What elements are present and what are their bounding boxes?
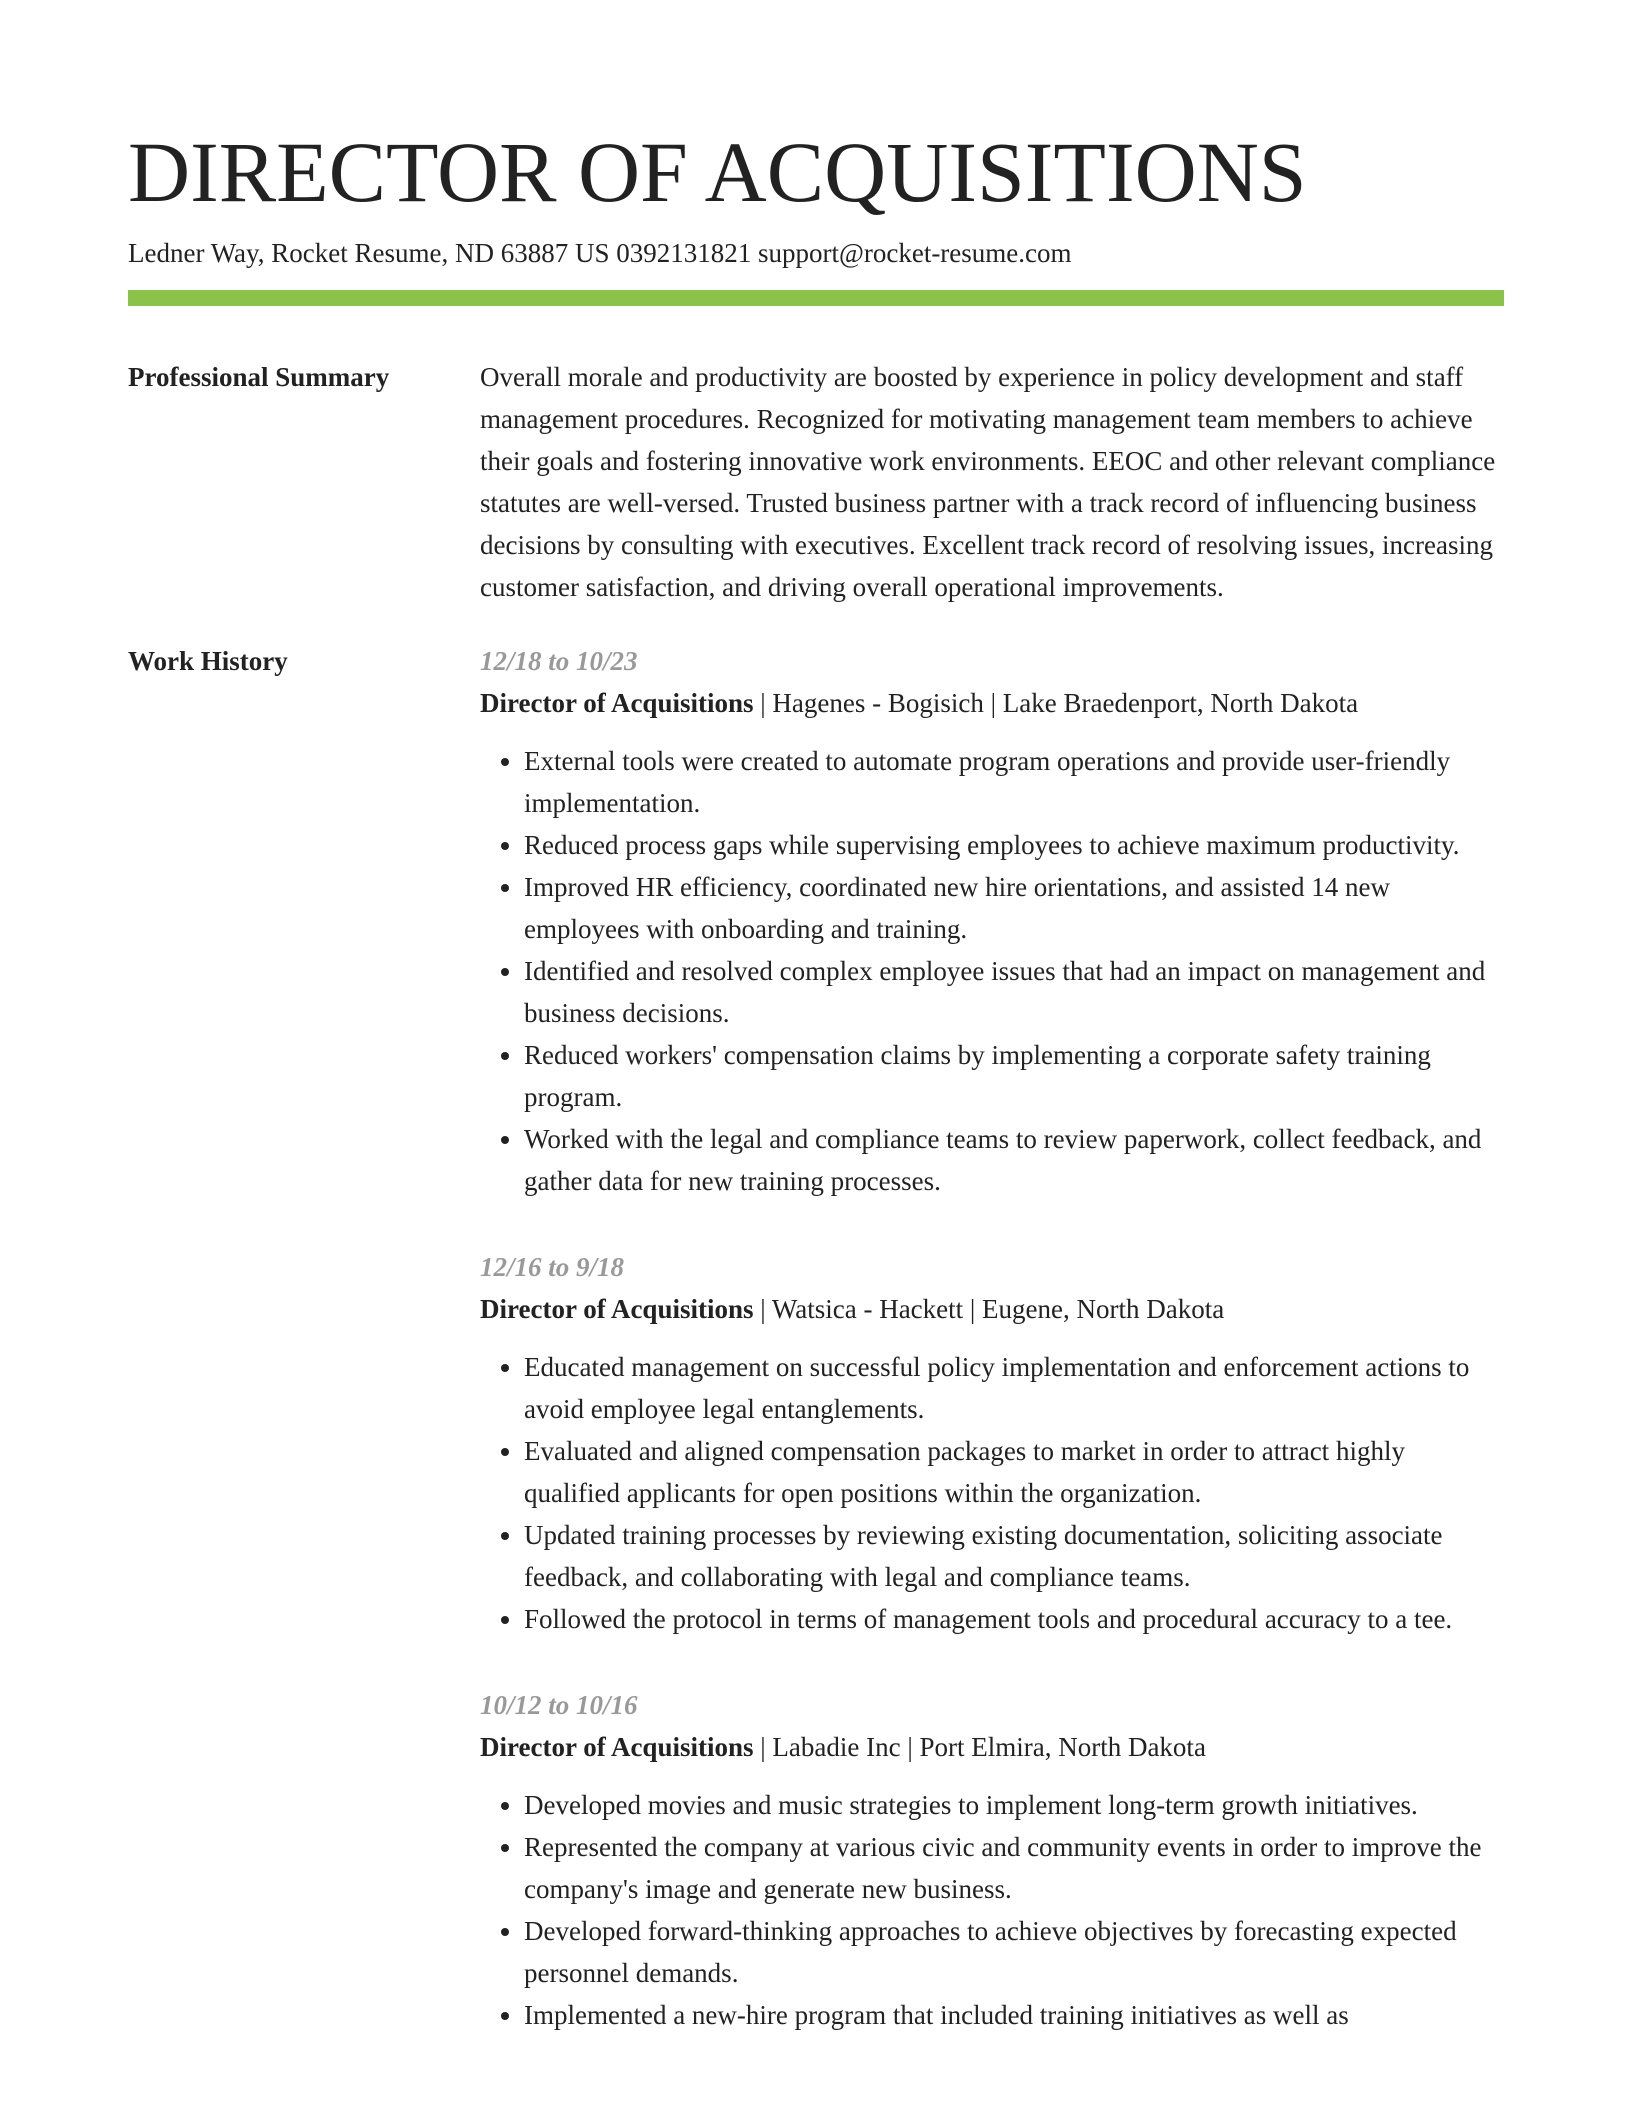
- work-history-section: [128, 640, 1504, 2080]
- job-bullet: • External tools were created to automate program operations and provide user-friendly implementation.: [524, 740, 1504, 824]
- header-divider: [128, 290, 1504, 306]
- job-heading: [480, 682, 1504, 724]
- job-bullet: • Developed movies and music strategies to implement long-term growth initiatives.: [524, 1784, 1504, 1826]
- contact-line: Ledner Way, Rocket Resume, ND 63887 US 0392131821 support@rocket-resume.com: [128, 238, 1072, 268]
- professional-summary-section: [128, 356, 1504, 608]
- section-label-summary: Professional Summary: [128, 362, 390, 392]
- summary-text: Overall morale and productivity are boosted by experience in policy development and staff management procedures. Recognized for motivating management team members to achieve their goals and fostering innovative work environments. EEOC and other relevant compliance statutes are well-versed. Trusted business partner with a track record of influencing business decisions by consulting with executives. Excellent track record of resolving issues, increasing customer satisfaction, and driving overall operational improvements.: [480, 362, 1496, 602]
- job-bullet: • Implemented a new-hire program that included training initiatives as well as: [524, 1994, 1504, 2036]
- job-bullet: • Identified and resolved complex employee issues that had an impact on management and business decisions.: [524, 950, 1504, 1034]
- job-title: Director of Acquisitions: [480, 1294, 754, 1324]
- job-bullet: • Reduced workers' compensation claims by implementing a corporate safety training program.: [524, 1034, 1504, 1118]
- resume-page: [128, 0, 1504, 2080]
- job-bullet: • Educated management on successful policy implementation and enforcement actions to avoid employee legal entanglements.: [524, 1346, 1504, 1430]
- job-title: Director of Acquisitions: [480, 1732, 754, 1762]
- section-label-work: Work History: [128, 646, 288, 676]
- job-bullet-list: [480, 1784, 1504, 2036]
- resume-title: DIRECTOR OF ACQUISITIONS: [128, 124, 1307, 220]
- job-bullet: • Reduced process gaps while supervising employees to achieve maximum productivity.: [524, 824, 1504, 866]
- job-bullet: • Followed the protocol in terms of management tools and procedural accuracy to a tee.: [524, 1598, 1504, 1640]
- job-title: Director of Acquisitions: [480, 688, 754, 718]
- job-dates: 10/12 to 10/16: [480, 1690, 638, 1720]
- job-bullet: • Updated training processes by reviewing existing documentation, soliciting associate feedback, and collaborating with legal and compliance teams.: [524, 1514, 1504, 1598]
- job-entry: [480, 1246, 1504, 1640]
- job-bullet-list: [480, 1346, 1504, 1640]
- job-dates: 12/18 to 10/23: [480, 646, 638, 676]
- job-details: | Labadie Inc | Port Elmira, North Dakota: [753, 1732, 1206, 1762]
- job-details: | Hagenes - Bogisich | Lake Braedenport, North Dakota: [753, 688, 1359, 718]
- job-bullet: • Represented the company at various civic and community events in order to improve the company's image and generate new business.: [524, 1826, 1504, 1910]
- jobs-list: [480, 640, 1504, 2080]
- job-entry: [480, 640, 1504, 1202]
- job-bullet: • Improved HR efficiency, coordinated new hire orientations, and assisted 14 new employees with onboarding and training.: [524, 866, 1504, 950]
- job-heading: [480, 1726, 1504, 1768]
- job-heading: [480, 1288, 1504, 1330]
- job-details: | Watsica - Hackett | Eugene, North Dakota: [753, 1294, 1225, 1324]
- job-bullet: • Developed forward-thinking approaches to achieve objectives by forecasting expected personnel demands.: [524, 1910, 1504, 1994]
- job-bullet: • Worked with the legal and compliance teams to review paperwork, collect feedback, and gather data for new training processes.: [524, 1118, 1504, 1202]
- job-dates: 12/16 to 9/18: [480, 1252, 625, 1282]
- job-bullet: • Evaluated and aligned compensation packages to market in order to attract highly qualified applicants for open positions within the organization.: [524, 1430, 1504, 1514]
- job-bullet-list: [480, 740, 1504, 1202]
- job-entry: [480, 1684, 1504, 2036]
